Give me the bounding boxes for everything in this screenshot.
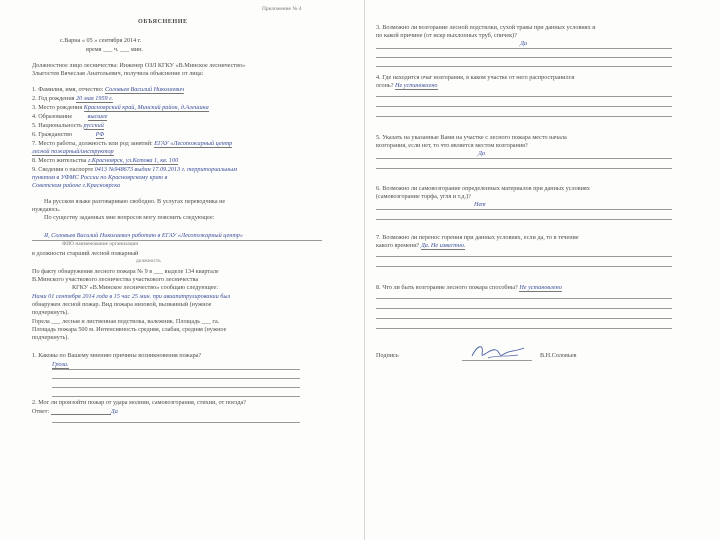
answer-line: [376, 308, 672, 309]
statement-line: Площадь пожара 500 м. Интенсивность средняя, слабая, средняя (нужное: [32, 326, 227, 333]
field-row: 7. Место работы, должность или род занятий: ЕГАУ «Лесопожарный центр: [32, 140, 233, 147]
answer-line: [52, 422, 300, 423]
statement-line: По факту обнаружения лесного пожара № 9 в ___ выделе 134 квартале: [32, 268, 219, 275]
question-3: 3. Возможно ли возгорание лесной подстилки, сухой травы при данных условиях и: [376, 24, 596, 31]
field-row: пунктом в УФМС России по Красноярскому краю в: [32, 174, 168, 181]
answer-line: [52, 378, 300, 379]
question-1: 1. Каковы по Вашему мнению причины возникновения пожара?: [32, 352, 202, 359]
answer-line: [376, 209, 672, 210]
statement-line: обнаружен лесной пожар. Вид пожара низовой, вызванный (нужное: [32, 301, 212, 308]
answer-2: Ответ: Да: [32, 408, 118, 415]
question-5: 5. Указать на указанные Вами на участке с лесного пожара место начала: [376, 134, 567, 141]
answer-5: Да: [478, 150, 486, 157]
answer-1: Гроза.: [52, 361, 69, 368]
answer-line: [376, 318, 672, 319]
position-caption: должность: [136, 258, 161, 264]
answer-line: [376, 298, 672, 299]
statement-line: КГКУ «В.Минское лесничество» сообщаю следующее:: [72, 284, 218, 291]
statement-line: подчеркнуть).: [32, 334, 69, 341]
rights-line-3: По существу заданных мне вопросов могу пояснить следующее:: [44, 214, 215, 221]
rights-line-2: нуждаюсь.: [32, 206, 61, 213]
question-3-cont: по какой причине (от искр выхлопных труб, спичек)?: [376, 32, 517, 39]
field-row: 5. Национальность русский: [32, 122, 104, 129]
field-row: 9. Сведения о паспорте 0413 №948673 выдан 17.09.2013 г. территориальным: [32, 166, 238, 173]
answer-line: [376, 266, 672, 267]
statement-name: Я, Соловьев Василий Николаевич работаю в ЕГАУ «Лесопожарный центр»: [44, 232, 243, 239]
statement-line: подчеркнуть).: [32, 309, 69, 316]
place-date: с.Варна « 05 » сентября 2014 г.: [60, 37, 142, 44]
answer-line: [376, 219, 672, 220]
question-5-cont: возгорания, если нет, то что является местом возгорания?: [376, 142, 528, 149]
answer-line: [376, 57, 672, 58]
field-row: Советском районе г.Красноярска: [32, 182, 121, 189]
time-field: время ___ ч. ___ мин.: [86, 46, 144, 53]
intro-line-2: Злыгостев Вячеслав Анатольевич, получила объяснение от лица:: [32, 70, 204, 77]
statement-position: в должности старший лесной пожарный: [32, 250, 139, 257]
question-4-cont: огонь? Не установлено: [376, 82, 438, 89]
question-2: 2. Мог ли произойти пожар от удара молнии, самовозгорания, стихии, от поезда?: [32, 399, 247, 406]
statement-line: В.Минского участкового лесничества участкового лесничества: [32, 276, 199, 283]
document-title: ОБЪЯСНЕНИЕ: [138, 18, 188, 25]
appendix-label: Приложение № 4: [262, 6, 302, 12]
signer-name: В.Н.Соловьев: [540, 352, 577, 359]
statement-line: Горела ___ лесная и лиственная подстилка, валежник. Площадь ___ га.: [32, 318, 220, 325]
field-row: 6. Гражданство РФ: [32, 131, 105, 138]
answer-line: [52, 369, 300, 370]
question-6-cont: (самовозгорание торфа, угля и т.д.)?: [376, 193, 471, 200]
statement-line: Нами 01 сентября 2014 года в 15 час 25 мин. при авиапатрулировании был: [32, 293, 231, 300]
answer-line: [376, 256, 672, 257]
answer-line: [52, 396, 300, 397]
answer-6: Нет: [474, 201, 486, 208]
question-4: 4. Где находится очаг возгорания, в каком участке от него распространился: [376, 74, 575, 81]
page-divider: [364, 0, 365, 540]
question-7-cont: какого времени? Да. Не известно.: [376, 242, 466, 249]
answer-line: [376, 168, 672, 169]
handwritten-signature: [468, 340, 528, 362]
answer-line: [376, 66, 672, 67]
answer-line: [376, 158, 672, 159]
intro-line-1: Должностное лицо лесничества: Инженер ОЗЛ КГКУ «В.Минское лесничество»: [32, 62, 246, 69]
answer-3: Да: [520, 40, 528, 47]
signature-label: Подпись: [376, 352, 399, 359]
field-row: 1. Фамилия, имя, отчество: Соловьев Василий Николаевич: [32, 86, 185, 93]
answer-line: [376, 96, 672, 97]
question-8: 8. Что ли быть возгорание лесного пожара способны? Не установлено: [376, 284, 562, 291]
answer-line: [376, 328, 672, 329]
rights-line-1: На русском языке разговариваю свободно. В услугах переводчика не: [44, 198, 226, 205]
field-row: лесной пожарный/инструктор: [32, 148, 114, 155]
answer-line: [52, 387, 300, 388]
field-row: 8. Место жительства г.Красноярск, ул.Кетова 1, кв. 100: [32, 157, 179, 164]
field-row: 4. Образование высшее: [32, 113, 108, 120]
answer-line: [376, 116, 672, 117]
question-7: 7. Возможно ли перенос горения при данных условиях, если да, то в течение: [376, 234, 579, 241]
statement-caption: ФИО наименование организации: [62, 241, 139, 247]
question-6: 6. Возможно ли самовозгорание определенных материалов при данных условиях: [376, 185, 590, 192]
field-row: 3. Место рождения Красноярский край, Минский район, д.Алешина: [32, 104, 209, 111]
answer-line: [376, 48, 672, 49]
answer-line: [376, 106, 672, 107]
page-right: [364, 0, 720, 540]
field-row: 2. Год рождения 20 мая 1959 г.: [32, 95, 114, 102]
